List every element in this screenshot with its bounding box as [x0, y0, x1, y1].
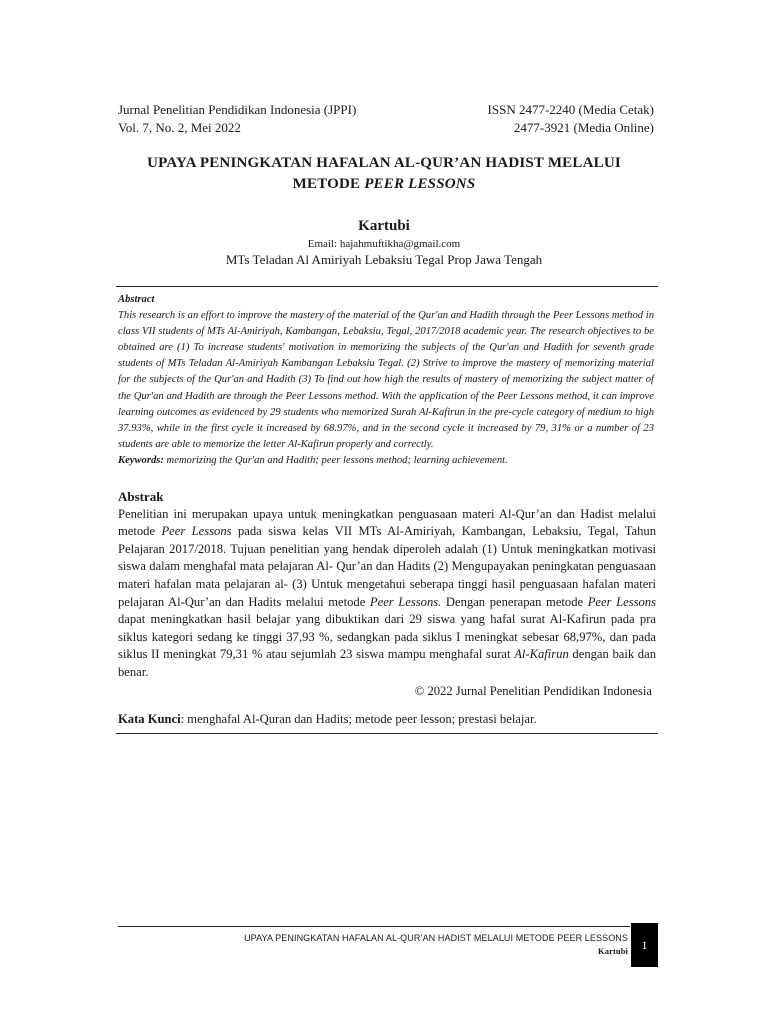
paper-title — [110, 153, 658, 195]
abstract-en-label: Abstract — [118, 294, 155, 305]
abstract-id-text-1: Penelitian ini merupakan upaya untuk meningkatkan penguasaan materi Al-Qur’an dan Hadist melalui metode — [118, 506, 656, 539]
footer-running-title: UPAYA PENINGKATAN HAFALAN AL-QUR’AN HADIST MELALUI METODE PEER LESSONS — [244, 933, 628, 943]
kata-kunci-text: : menghafal Al-Quran dan Hadits; metode peer lesson; prestasi belajar. — [180, 712, 537, 726]
kata-kunci — [118, 712, 658, 727]
author-email: Email: hajahmuftikha@gmail.com — [307, 238, 461, 250]
kata-kunci-label: Kata Kunci — [118, 712, 181, 726]
abstract-indonesian — [118, 488, 656, 682]
journal-name: Jurnal Penelitian Pendidikan Indonesia (JPPI) — [118, 102, 357, 117]
abstract-id-emphasis-4: Al-Kafirun — [514, 647, 569, 662]
page-number: 1 — [641, 937, 648, 952]
abstract-bottom-divider — [116, 733, 658, 734]
abstract-id-emphasis-3: Peer Lessons — [587, 594, 656, 609]
journal-header — [118, 101, 654, 137]
keywords-en-text: memorizing the Qur'an and Hadith; peer lessons method; learning achievement. — [163, 454, 508, 466]
footer-divider — [118, 926, 630, 927]
keywords-en-label: Keywords: — [118, 454, 164, 466]
title-line-2-prefix: METODE — [292, 176, 365, 192]
issn-online: 2477-3921 (Media Online) — [513, 120, 654, 135]
abstract-id-emphasis-1: Peer Lessons — [161, 524, 232, 539]
journal-volume: Vol. 7, No. 2, Mei 2022 — [118, 120, 241, 135]
abstract-top-divider — [116, 286, 658, 287]
author-name: Kartubi — [358, 218, 410, 234]
abstract-id-label: Abstrak — [118, 489, 164, 504]
copyright-notice: © 2022 Jurnal Penelitian Pendidikan Indonesia — [414, 684, 652, 698]
abstract-en-text: This research is an effort to improve the mastery of the material of the Qur'an and Hadith through the Peer Lessons method in class VII students of MTs Al-Amiriyah, Kambangan, Lebaksiu, Tegal, 2017/2018 academic year. The research objectives to be obtained are (1) To increase students' motivation in memorizing the subjects of the Qur'an and Hadith for seventh grade students of MTs Teladan Al-Amiriyah Kambangan Lebaksiu Tegal. (2) Strive to improve the mastery of memorizing material for the subjects of the Qur'an and Hadith (3) To find out how high the results of mastery of memorizing the subject matter of the Qur'an and Hadith are through the Peer Lessons method. With the application of the Peer Lessons method, it can improve learning outcomes as evidenced by 29 students who memorized Surah Al-Kafirun in the pre-cycle category of medium to high 37.93%, while in the first cycle it increased by 68.97%, and in the second cycle it increased by 79, 31% or a number of 23 students are able to memorize the letter Al-Kafirun properly and correctly. — [118, 310, 654, 450]
abstract-id-emphasis-2: Peer Lessons. — [369, 594, 442, 609]
footer-running-head — [118, 932, 628, 958]
footer-author: Kartubi — [598, 946, 628, 956]
abstract-english — [118, 292, 654, 469]
abstract-id-text-4: dapat meningkatkan hasil belajar yang dibuktikan dari 29 siswa yang hafal surat Al-Kafirun pada pra siklus kategori sedang ke tinggi 37,93 %, sedangkan pada siklus I meningkat sebesar 68,97%, dan pada siklus II meningkat 79,31 % atau sejumlah 23 siswa mampu menghafal surat — [118, 612, 656, 662]
title-line-2-emphasis: PEER LESSONS — [364, 176, 476, 192]
abstract-id-text-2: pada siswa kelas VII MTs Al-Amiriyah, Kambangan, Lebaksiu, Tegal, Tahun Pelajaran 2017/2018. Tujuan penelitian yang hendak diperoleh adalah (1) Untuk meningkatkan motivasi siswa dalam menghafal mata pelajaran Al- Qur’an dan Hadits (2) Mengupayakan peningkatan penguasaan materi hafalan mata pelajaran al- (3) Untuk mengetahui seberapa tinggi hasil penguasaan hafalan materi pelajaran Al-Qur’an dan Hadits melalui metode — [118, 524, 657, 609]
abstract-id-text-5: dengan baik dan benar. — [118, 647, 656, 679]
abstract-id-text-3: Dengan penerapan metode — [441, 594, 588, 609]
title-line-1: UPAYA PENINGKATAN HAFALAN AL-QUR’AN HADIST MELALUI — [147, 155, 621, 171]
issn-print: ISSN 2477-2240 (Media Cetak) — [487, 102, 654, 117]
page-number-badge — [631, 923, 658, 967]
title-line-2 — [110, 174, 658, 195]
author-affiliation: MTs Teladan Al Amiriyah Lebaksiu Tegal Prop Jawa Tengah — [225, 252, 543, 267]
